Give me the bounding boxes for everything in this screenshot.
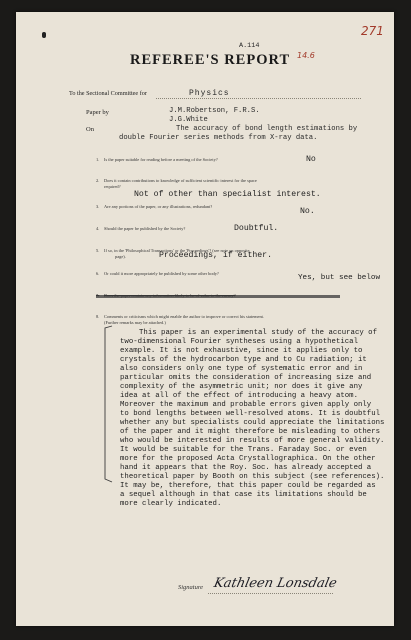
comment-line: example. It is not exhaustive, since it applies only to <box>120 347 363 355</box>
q8-text-line-2: (Further remarks may be attached.) <box>104 320 166 325</box>
comment-line: crystals of the hydrocarbon type and to Cu radiation; it <box>120 356 367 364</box>
comment-line: a sequel although in that case its limitations should be <box>120 491 367 499</box>
comment-line: whether any but specialists could appreciate the limitations <box>120 419 385 427</box>
signature-dotline <box>208 593 333 594</box>
comment-line: more for the proposed Acta Crystallographica. On the other <box>120 455 376 463</box>
comment-line: also considers only one type of systematic error and in <box>120 365 363 373</box>
q8-number: 8. <box>96 314 100 319</box>
comment-line: complexity of the asymmetric unit; nor does it give any <box>120 383 363 391</box>
comment-line: two-dimensional Fourier syntheses using a hypothetical <box>120 338 358 346</box>
committee-dotline <box>156 98 361 99</box>
signature-label: Signature <box>178 584 204 591</box>
q6-number: 6. <box>96 271 100 276</box>
comment-line: to bond lengths between well-resolved atoms. It is doubtful <box>120 410 381 418</box>
comment-line: hand it appears that the Roy. Soc. has already accepted a <box>120 464 372 472</box>
q1-number: 1. <box>96 157 100 162</box>
committee-label: To the Sectional Committee for <box>69 90 147 97</box>
q3-number: 3. <box>96 204 100 209</box>
comment-line: Moreover the maximum and probable errors given apply only <box>120 401 372 409</box>
author-2: J.G.White <box>169 116 208 124</box>
pencil-note: 14.6 <box>297 51 315 60</box>
paper-title-line-2: double Fourier series methods from X-ray data. <box>119 134 318 142</box>
q5-answer: Proceedings, if either. <box>159 251 273 260</box>
q2-text-line-1: Does it contain contributions to knowledge of sufficient scientific interest for the space <box>104 178 257 183</box>
comment-bracket <box>100 324 114 484</box>
comment-line: idea at all of the effect of introducing a heavy atom. <box>120 392 358 400</box>
comment-line: This paper is an experimental study of the accuracy of <box>139 329 377 337</box>
q2-text-line-2: required? <box>104 184 121 189</box>
q5-number: 5. <box>96 248 100 253</box>
q5-text-line-1: If so, in the 'Philosophical Transactions' or the 'Proceedings'? (see note on opposite <box>104 248 250 253</box>
q4-answer: Doubtful. <box>234 224 279 233</box>
q6-text: Or could it more appropriately be published by some other body? <box>104 271 219 276</box>
q1-text: Is the paper suitable for reading before a meeting of the Society? <box>104 157 218 162</box>
comment-line: It would be suitable for the Trans. Faraday Soc. or even <box>120 446 367 454</box>
committee-value: Physics <box>189 89 230 98</box>
q3-answer: No. <box>300 207 315 216</box>
q6-answer: Yes, but see below <box>298 274 381 282</box>
comment-line: It may be, therefore, that this paper could be regarded as <box>120 482 376 490</box>
author-1: J.M.Robertson, F.R.S. <box>169 107 260 115</box>
q8-text-line-1: Comments or criticisms which might enable the author to improve or correct his statement. <box>104 314 264 319</box>
report-title: REFEREE'S REPORT <box>130 52 291 68</box>
paper-title-line-1: The accuracy of bond length estimations by <box>176 125 358 133</box>
comment-line: particular omits the consideration of increasing size and <box>120 374 372 382</box>
comment-line: theoretical paper by Booth on this subject (see references). <box>120 473 385 481</box>
q4-number: 4. <box>96 226 100 231</box>
signature: Kathleen Lonsdale <box>212 576 339 591</box>
q4-text: Should the paper be published by the Society? <box>104 226 186 231</box>
paper-by-label: Paper by <box>86 109 109 116</box>
reference-code: A.114 <box>239 42 260 50</box>
page-number: 271 <box>361 24 384 38</box>
q3-text: Are any portions of the paper, or any illustrations, redundant? <box>104 204 213 209</box>
q2-number: 2. <box>96 178 100 183</box>
q5-text-line-2: page). <box>115 254 126 259</box>
q7-strike-bar <box>96 295 340 298</box>
q1-answer: No <box>306 155 316 164</box>
report-sheet <box>16 12 394 626</box>
comment-line: more clearly indicated. <box>120 500 222 508</box>
comment-line: of the paper and it might therefore be misleading to others <box>120 428 381 436</box>
binding-mark <box>42 32 46 38</box>
comment-line: who would be interested in results of more general validity. <box>120 437 385 445</box>
paper-on-label: On <box>86 126 94 133</box>
q2-answer: Not of other than specialist interest. <box>134 190 321 199</box>
